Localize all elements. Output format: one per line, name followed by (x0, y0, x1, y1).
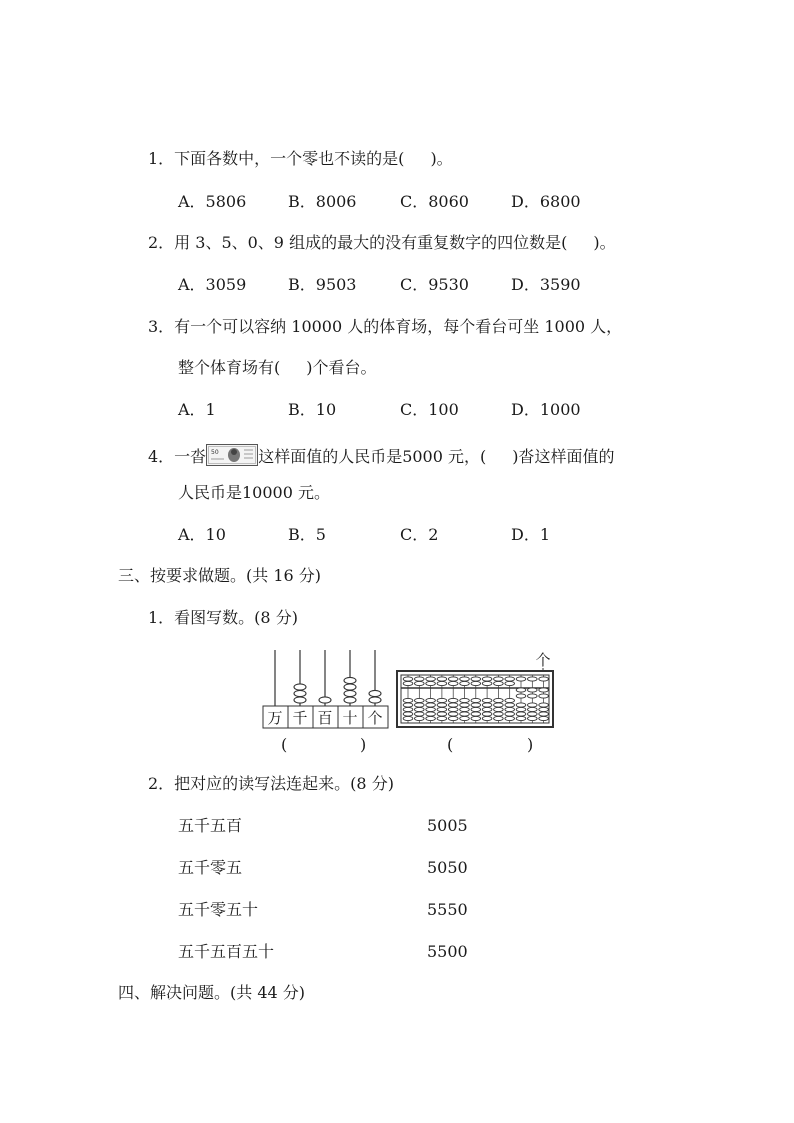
abacus-bead (369, 690, 381, 696)
suanpan-answer-open-paren: ( (447, 735, 454, 754)
question-4-stem-line1: 4．一沓 50 这样面值的人民币是5000 元，( )沓这样面值的 (148, 444, 615, 467)
suanpan-bead (539, 712, 549, 716)
suanpan-bead (415, 681, 425, 685)
q3-option-b: B．10 (288, 400, 337, 419)
suanpan-bead (426, 703, 436, 707)
suanpan-bead (482, 716, 492, 720)
suanpan-bead (494, 707, 504, 711)
q3-option-a: A．1 (178, 400, 216, 419)
abacus-bead (344, 690, 356, 696)
section-3-title: 三、按要求做题。(共 16 分) (118, 566, 322, 585)
abacus-bead (344, 677, 356, 683)
suanpan-bead (426, 707, 436, 711)
suanpan-bead (403, 707, 413, 711)
suanpan-bead (528, 712, 538, 716)
suanpan-bead (539, 716, 549, 720)
suanpan-bead (426, 716, 436, 720)
suanpan-bead (494, 703, 504, 707)
suanpan-bead (494, 716, 504, 720)
suanpan-bead (471, 707, 481, 711)
suanpan-bead (516, 703, 526, 707)
suanpan-bead (505, 677, 515, 681)
q2-option-b: B．9503 (288, 275, 357, 294)
suanpan-bead (426, 677, 436, 681)
suanpan-bead (505, 707, 515, 711)
question-3-stem-line1: 3．有一个可以容纳 10000 人的体育场，每个看台可坐 1000 人， (148, 317, 623, 336)
suanpan-bead (415, 698, 425, 702)
match-right-item-3: 5550 (427, 900, 468, 919)
suanpan-bead (460, 707, 470, 711)
suanpan-answer-close-paren: ) (527, 735, 534, 754)
suanpan-bead (426, 698, 436, 702)
q1-option-a: A．5806 (178, 192, 247, 211)
place-label-bai: 百 (317, 709, 333, 727)
abacus-bead (294, 697, 306, 703)
place-label-wan: 万 (267, 709, 283, 727)
q4-option-b: B．5 (288, 525, 326, 544)
match-left-item-1: 五千五百 (178, 816, 243, 835)
suanpan-bead (482, 712, 492, 716)
suanpan-bead (528, 677, 538, 681)
suanpan-bead (482, 703, 492, 707)
section-3-part-2-title: 2．把对应的读写法连起来。(8 分) (148, 774, 394, 793)
suanpan-diagram (395, 650, 557, 730)
suanpan-bead (482, 698, 492, 702)
section-4-title: 四、解决问题。(共 44 分) (118, 983, 306, 1002)
q4-option-c: C．2 (400, 525, 439, 544)
suanpan-bead (448, 703, 458, 707)
suanpan-bead (494, 681, 504, 685)
suanpan-bead (460, 698, 470, 702)
suanpan-bead (471, 712, 481, 716)
suanpan-bead (539, 677, 549, 681)
suanpan-bead (528, 707, 538, 711)
suanpan-bead (516, 716, 526, 720)
suanpan-bead (403, 703, 413, 707)
suanpan-bead (516, 707, 526, 711)
match-right-item-4: 5500 (427, 942, 468, 961)
suanpan-bead (516, 677, 526, 681)
suanpan-bead (426, 681, 436, 685)
q3-option-c: C．100 (400, 400, 459, 419)
suanpan-bead (516, 712, 526, 716)
abacus-answer-close-paren: ) (360, 735, 367, 754)
suanpan-bead (437, 707, 447, 711)
place-label-qian: 千 (292, 709, 308, 727)
abacus-answer-open-paren: ( (281, 735, 288, 754)
suanpan-bead (505, 712, 515, 716)
suanpan-bead (448, 712, 458, 716)
suanpan-bead (437, 681, 447, 685)
abacus-bead (319, 697, 331, 703)
suanpan-bead (539, 707, 549, 711)
suanpan-bead (437, 698, 447, 702)
q2-option-a: A．3059 (178, 275, 247, 294)
suanpan-bead (460, 677, 470, 681)
suanpan-bead (448, 716, 458, 720)
suanpan-bead (415, 703, 425, 707)
suanpan-bead (415, 712, 425, 716)
question-3-stem-line2: 整个体育场有( )个看台。 (178, 358, 377, 377)
suanpan-bead (426, 712, 436, 716)
match-left-item-2: 五千零五 (178, 858, 243, 877)
q3-option-d: D．1000 (511, 400, 581, 419)
suanpan-bead (505, 681, 515, 685)
suanpan-bead (528, 694, 538, 698)
suanpan-bead (403, 716, 413, 720)
counting-abacus-diagram (262, 648, 392, 730)
suanpan-bead (437, 677, 447, 681)
suanpan-bead (460, 703, 470, 707)
suanpan-bead (415, 716, 425, 720)
question-4-stem-line2: 人民币是10000 元。 (178, 483, 330, 502)
match-right-item-1: 5005 (427, 816, 468, 835)
suanpan-bead (505, 698, 515, 702)
suanpan-bead (415, 707, 425, 711)
abacus-bead (294, 690, 306, 696)
place-label-ge: 个 (367, 709, 383, 727)
banknote-value: 50 (211, 449, 219, 456)
suanpan-bead (494, 677, 504, 681)
match-left-item-3: 五千零五十 (178, 900, 259, 919)
q2-option-d: D．3590 (511, 275, 581, 294)
suanpan-bead (448, 681, 458, 685)
q1-option-c: C．8060 (400, 192, 469, 211)
match-left-item-4: 五千五百五十 (178, 942, 275, 961)
suanpan-bead (471, 681, 481, 685)
suanpan-bead (494, 712, 504, 716)
suanpan-bead (460, 716, 470, 720)
suanpan-bead (403, 677, 413, 681)
abacus-bead (369, 697, 381, 703)
q2-option-c: C．9530 (400, 275, 469, 294)
suanpan-bead (403, 681, 413, 685)
suanpan-bead (539, 694, 549, 698)
suanpan-bead (403, 712, 413, 716)
suanpan-bead (460, 712, 470, 716)
suanpan-bead (528, 703, 538, 707)
q4-option-d: D．1 (511, 525, 551, 544)
suanpan-bead (437, 703, 447, 707)
suanpan-bead (471, 703, 481, 707)
abacus-bead (344, 697, 356, 703)
suanpan-bead (482, 681, 492, 685)
suanpan-bead (528, 688, 538, 692)
suanpan-bead (494, 698, 504, 702)
suanpan-bead (505, 703, 515, 707)
suanpan-bead (460, 681, 470, 685)
suanpan-bead (528, 716, 538, 720)
suanpan-bead (539, 703, 549, 707)
suanpan-bead (539, 688, 549, 692)
banknote-50-icon (206, 444, 258, 466)
suanpan-bead (471, 716, 481, 720)
suanpan-bead (448, 707, 458, 711)
q4-option-a: A．10 (178, 525, 226, 544)
question-1-stem: 1．下面各数中，一个零也不读的是( )。 (148, 149, 453, 168)
suanpan-bead (516, 694, 526, 698)
suanpan-bead (471, 698, 481, 702)
section-3-part-1-title: 1．看图写数。(8 分) (148, 608, 298, 627)
suanpan-bead (448, 698, 458, 702)
q1-option-b: B．8006 (288, 192, 357, 211)
question-2-stem: 2．用 3、5、0、9 组成的最大的没有重复数字的四位数是( )。 (148, 233, 616, 252)
suanpan-bead (403, 698, 413, 702)
match-right-item-2: 5050 (427, 858, 468, 877)
suanpan-bead (437, 716, 447, 720)
suanpan-bead (482, 707, 492, 711)
suanpan-bead (471, 677, 481, 681)
suanpan-bead (437, 712, 447, 716)
suanpan-bead (415, 677, 425, 681)
suanpan-bead (505, 716, 515, 720)
suanpan-bead (516, 688, 526, 692)
abacus-bead (294, 684, 306, 690)
suanpan-bead (482, 677, 492, 681)
suanpan-ones-label: 个 (535, 651, 551, 669)
abacus-bead (344, 684, 356, 690)
place-label-shi: 十 (342, 709, 358, 727)
q1-option-d: D．6800 (511, 192, 581, 211)
suanpan-bead (448, 677, 458, 681)
